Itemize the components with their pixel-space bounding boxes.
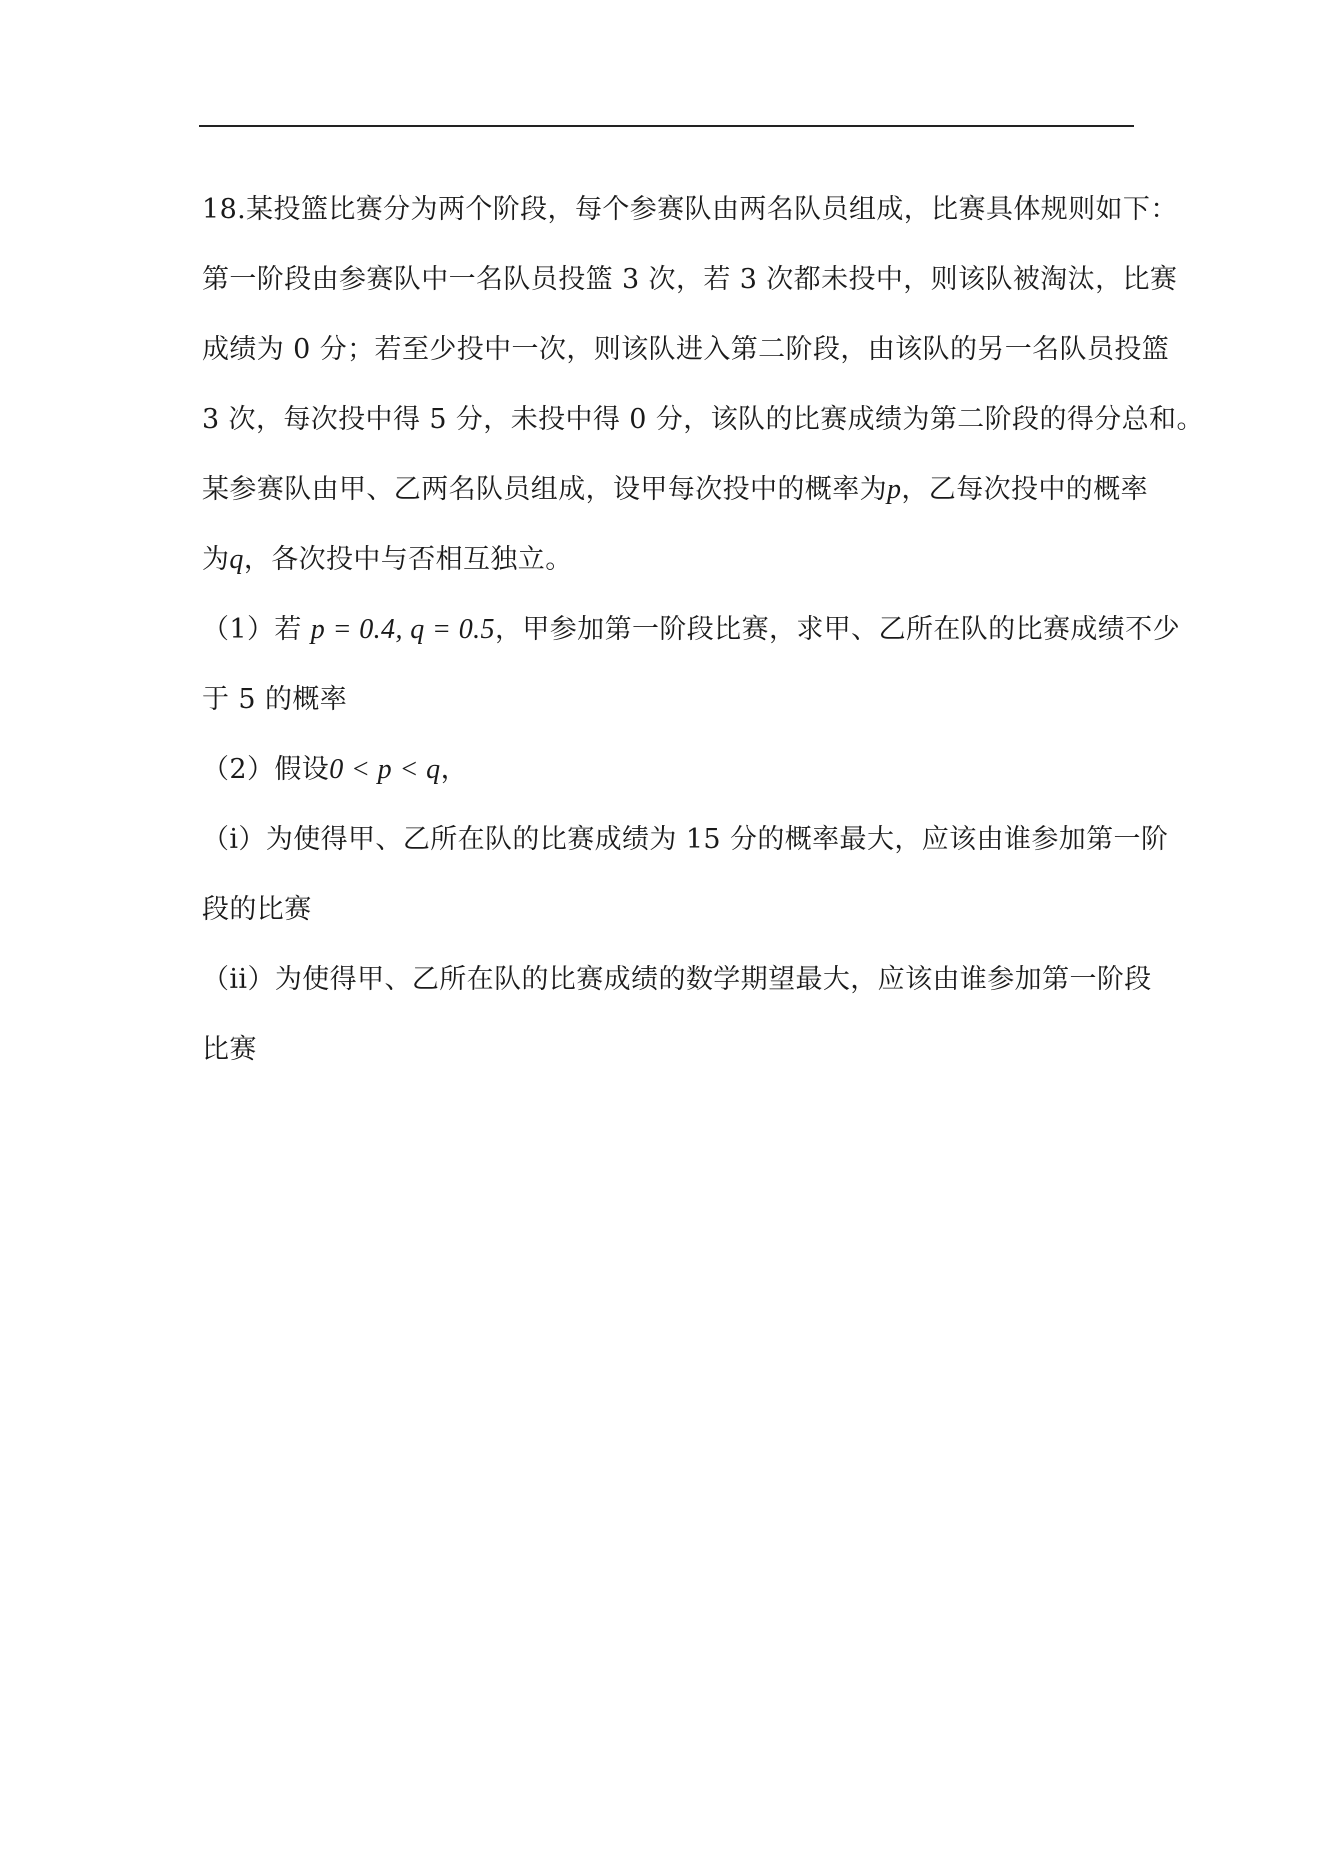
part-2-text: ， <box>440 754 468 785</box>
part-1-question <box>202 595 1180 665</box>
part-2-assumption <box>202 735 1132 805</box>
part-2-label: （2）假设 <box>202 754 330 785</box>
part-2-ii-question-cont: 比赛 <box>202 1034 257 1065</box>
line-6-text-after: ，各次投中与否相互独立。 <box>243 544 573 575</box>
line-6-text-before: 为 <box>202 544 230 575</box>
problem-line-1: 18.某投篮比赛分为两个阶段，每个参赛队由两名队员组成，比赛具体规则如下： <box>202 194 1178 225</box>
problem-18 <box>202 175 1204 1085</box>
line-5-text-before: 某参赛队由甲、乙两名队员组成，设甲每次投中的概率为 <box>202 474 887 505</box>
part-1-condition: p = 0.4, q = 0.5 <box>310 614 495 645</box>
variable-q: q <box>229 544 244 575</box>
line-5-text-after: ，乙每次投中的概率 <box>901 474 1149 505</box>
problem-line-6 <box>202 525 1132 595</box>
problem-line-3: 成绩为 0 分；若至少投中一次，则该队进入第二阶段，由该队的另一名队员投篮 <box>202 334 1170 365</box>
part-2-ii-question: （ii）为使得甲、乙所在队的比赛成绩的数学期望最大，应该由谁参加第一阶段 <box>202 964 1152 995</box>
header-rule <box>199 125 1134 127</box>
variable-p: p <box>887 474 902 505</box>
part-1-question-cont: 于 5 的概率 <box>202 684 348 715</box>
part-1-label: （1）若 <box>202 614 302 645</box>
part-2-i-question: （i）为使得甲、乙所在队的比赛成绩为 15 分的概率最大，应该由谁参加第一阶 <box>202 824 1169 855</box>
part-1-text: ，甲参加第一阶段比赛，求甲、乙所在队的比赛成绩不少 <box>494 614 1180 645</box>
problem-line-2: 第一阶段由参赛队中一名队员投篮 3 次，若 3 次都未投中，则该队被淘汰，比赛 <box>202 264 1178 295</box>
part-2-i-question-cont: 段的比赛 <box>202 894 312 925</box>
problem-line-5 <box>202 455 1149 525</box>
problem-line-4: 3 次，每次投中得 5 分，未投中得 0 分，该队的比赛成绩为第二阶段的得分总和。 <box>202 404 1204 435</box>
part-2-condition: 0 < p < q <box>329 754 441 785</box>
